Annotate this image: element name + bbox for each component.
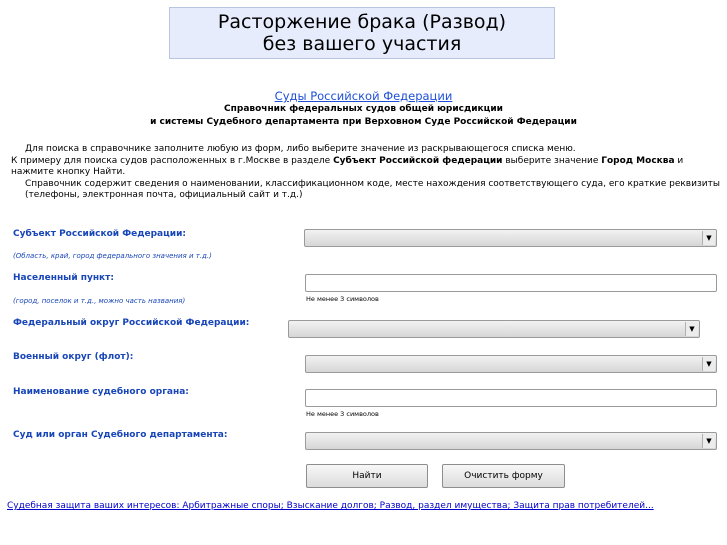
banner-line-1: Расторжение брака (Развод) <box>217 11 507 33</box>
footer-services-link[interactable]: Судебная защита ваших интересов: Арбитражные споры; Взыскание долгов; Развод, раздел имущества; Защита прав потребителей... <box>7 501 654 511</box>
clear-form-button[interactable]: Очистить форму <box>442 464 565 488</box>
locality-min-chars: Не менее 3 символов <box>306 295 379 303</box>
court-name-input[interactable] <box>305 389 717 407</box>
military-district-label: Военный округ (флот): <box>13 352 134 362</box>
department-label: Суд или орган Судебного департамента: <box>13 430 228 440</box>
subtitle-line-2: и системы Судебного департамента при Верховном Суде Российской Федерации <box>150 117 577 127</box>
intro-paragraph-3: Справочник содержит сведения о наименовании, классификационном коде, месте нахождения соответствующего суда, его краткие реквизиты (телефоны, электронная почта, официальный сайт и т.д.) <box>25 178 720 200</box>
intro-paragraph-2 <box>11 156 721 179</box>
subject-hint: (Область, край, город федерального значения и т.д.) <box>13 252 212 260</box>
intro-p2-text: К примеру для поиска судов расположенных в г.Москве в разделе <box>11 155 334 166</box>
military-district-select[interactable] <box>305 355 717 373</box>
subject-label: Субъект Российской Федерации: <box>13 229 187 239</box>
intro-text <box>11 144 721 202</box>
intro-paragraph-1: Для поиска в справочнике заполните любую из форм, либо выберите значение из раскрывающегося списка меню. <box>25 144 576 154</box>
subject-select[interactable] <box>304 229 717 247</box>
find-button[interactable]: Найти <box>306 464 428 488</box>
intro-p2-subject: Субъект Российской федерации <box>333 155 503 166</box>
federal-district-label: Федеральный округ Российской Федерации: <box>13 318 250 328</box>
intro-p2-text-2: выберите значение <box>502 155 602 166</box>
chevron-down-icon: ▼ <box>702 231 715 245</box>
banner-line-2: без вашего участия <box>262 33 462 55</box>
chevron-down-icon: ▼ <box>702 434 715 448</box>
court-name-label: Наименование судебного органа: <box>13 387 189 397</box>
intro-p2-text-3: и нажмите кнопку Найти. <box>11 155 684 177</box>
locality-hint: (город, поселок и т.д., можно часть названия) <box>13 297 186 305</box>
intro-p2-city: Город Москва <box>601 155 675 166</box>
federal-district-select[interactable] <box>288 320 700 338</box>
page-banner <box>169 7 555 59</box>
court-name-min-chars: Не менее 3 символов <box>306 410 379 418</box>
locality-label: Населенный пункт: <box>13 273 114 283</box>
subtitle-line-1: Справочник федеральных судов общей юрисдикции <box>224 104 503 114</box>
courts-directory-link[interactable]: Суды Российской Федерации <box>274 89 453 103</box>
locality-input[interactable] <box>305 274 717 292</box>
department-select[interactable] <box>305 432 717 450</box>
chevron-down-icon: ▼ <box>702 357 715 371</box>
chevron-down-icon: ▼ <box>685 322 698 336</box>
